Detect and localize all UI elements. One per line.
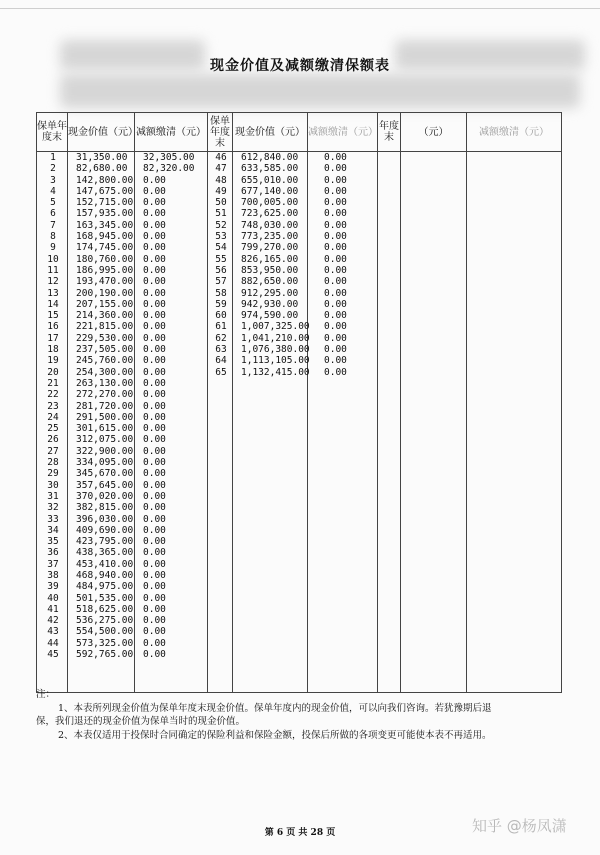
column-reduced-paid-right: 0.00 0.00 0.00 0.00 0.00 0.00 0.00 0.00 0.00 0.00 0.00 0.00 0.00 0.00 0.00 0.00 0.00 0.00 0.00 0.00 <box>324 152 347 378</box>
cash-value-table <box>36 112 562 693</box>
table-header-row <box>37 113 562 152</box>
column-cash-values-left: 31,350.00 82,680.00 142,800.00 147,675.00 152,715.00 157,935.00 163,345.00 168,945.00 174,745.00 180,760.00 186,995.00 193,470.00 200,190.00 207,155.00 214,360.00 221,815.00 229,530.00 237,505.00 245,760.00 254,300.00 263,130.00 272,270.00 281,720.00 291,500.00 301,615.00 312,075.00 322,900.00 334,095.00 345,670.00 357,645.00 370,020.00 382,815.00 396,030.00 409,690.00 423,795.00 438,365.00 453,410.00 468,940.00 484,975.00 501,535.00 518,625.00 536,275.00 554,500.00 573,325.00 592,765.00 <box>76 152 134 661</box>
column-empty-years <box>378 152 401 693</box>
header-reduced-paid-2: 减额缴清（元） <box>308 113 378 152</box>
header-reduced-paid: 减额缴清（元） <box>135 113 208 152</box>
header-year-2: 保单年度末 <box>208 113 233 152</box>
page-title: 现金价值及减额缴清保额表 <box>210 58 390 74</box>
column-cash-values-right: 612,840.00 633,585.00 655,010.00 677,140.00 700,005.00 723,625.00 748,030.00 773,235.00 799,270.00 826,165.00 853,950.00 882,650.00 912,295.00 942,930.00 974,590.00 1,007,325.00 1,041,210.00 1,076,380.00 1,113,105.00 1,132,415.00 <box>241 152 310 378</box>
redacted-area-left <box>60 40 205 70</box>
page-top-rule <box>0 8 600 9</box>
header-year: 保单年度末 <box>37 113 68 152</box>
notes-section <box>36 688 566 742</box>
header-cash-value-3: （元） <box>401 113 467 152</box>
table-body-row <box>37 152 562 693</box>
notes-label: 注： <box>36 689 56 700</box>
header-reduced-paid-3: 减额缴清（元） <box>467 113 562 152</box>
note-line-2: 保，我们退还的现金价值为保单当时的现金价值。 <box>36 716 246 727</box>
column-years-right: 46 47 48 49 50 51 52 53 54 55 56 57 58 59 60 61 62 63 64 65 <box>215 152 227 378</box>
note-line-1: 1、本表所列现金价值为保单年度末现金价值。保单年度内的现金价值，可以向我们咨询。若犹豫期后退 <box>58 702 492 714</box>
page-footer: 第 6 页 共 28 页 <box>264 828 336 838</box>
redacted-area-header <box>60 74 580 108</box>
header-cash-value-2: 现金价值（元） <box>233 113 308 152</box>
header-year-3: 年度末 <box>378 113 401 152</box>
note-line-3: 2、本表仅适用于投保时合同确定的保险利益和保险金额，投保后所做的各项变更可能使本表不再适用。 <box>58 729 492 741</box>
watermark-text: 知乎 @杨凤潇 <box>472 817 567 835</box>
column-years-left: 1 2 3 4 5 6 7 8 9 10 11 12 13 14 15 16 17 18 19 20 21 22 23 24 25 26 27 28 29 30 31 32 33 34 35 36 37 38 39 40 41 42 43 44 45 <box>47 152 59 661</box>
column-reduced-paid-left: 32,305.00 82,320.00 0.00 0.00 0.00 0.00 0.00 0.00 0.00 0.00 0.00 0.00 0.00 0.00 0.00 0.00 0.00 0.00 0.00 0.00 0.00 0.00 0.00 0.00 0.00 0.00 0.00 0.00 0.00 0.00 0.00 0.00 0.00 0.00 0.00 0.00 0.00 0.00 0.00 0.00 0.00 0.00 0.00 0.00 0.00 <box>143 152 195 661</box>
column-empty-reduced <box>467 152 562 693</box>
column-empty-cash <box>401 152 467 693</box>
redacted-area-right <box>395 40 585 70</box>
header-cash-value: 现金价值（元） <box>68 113 135 152</box>
